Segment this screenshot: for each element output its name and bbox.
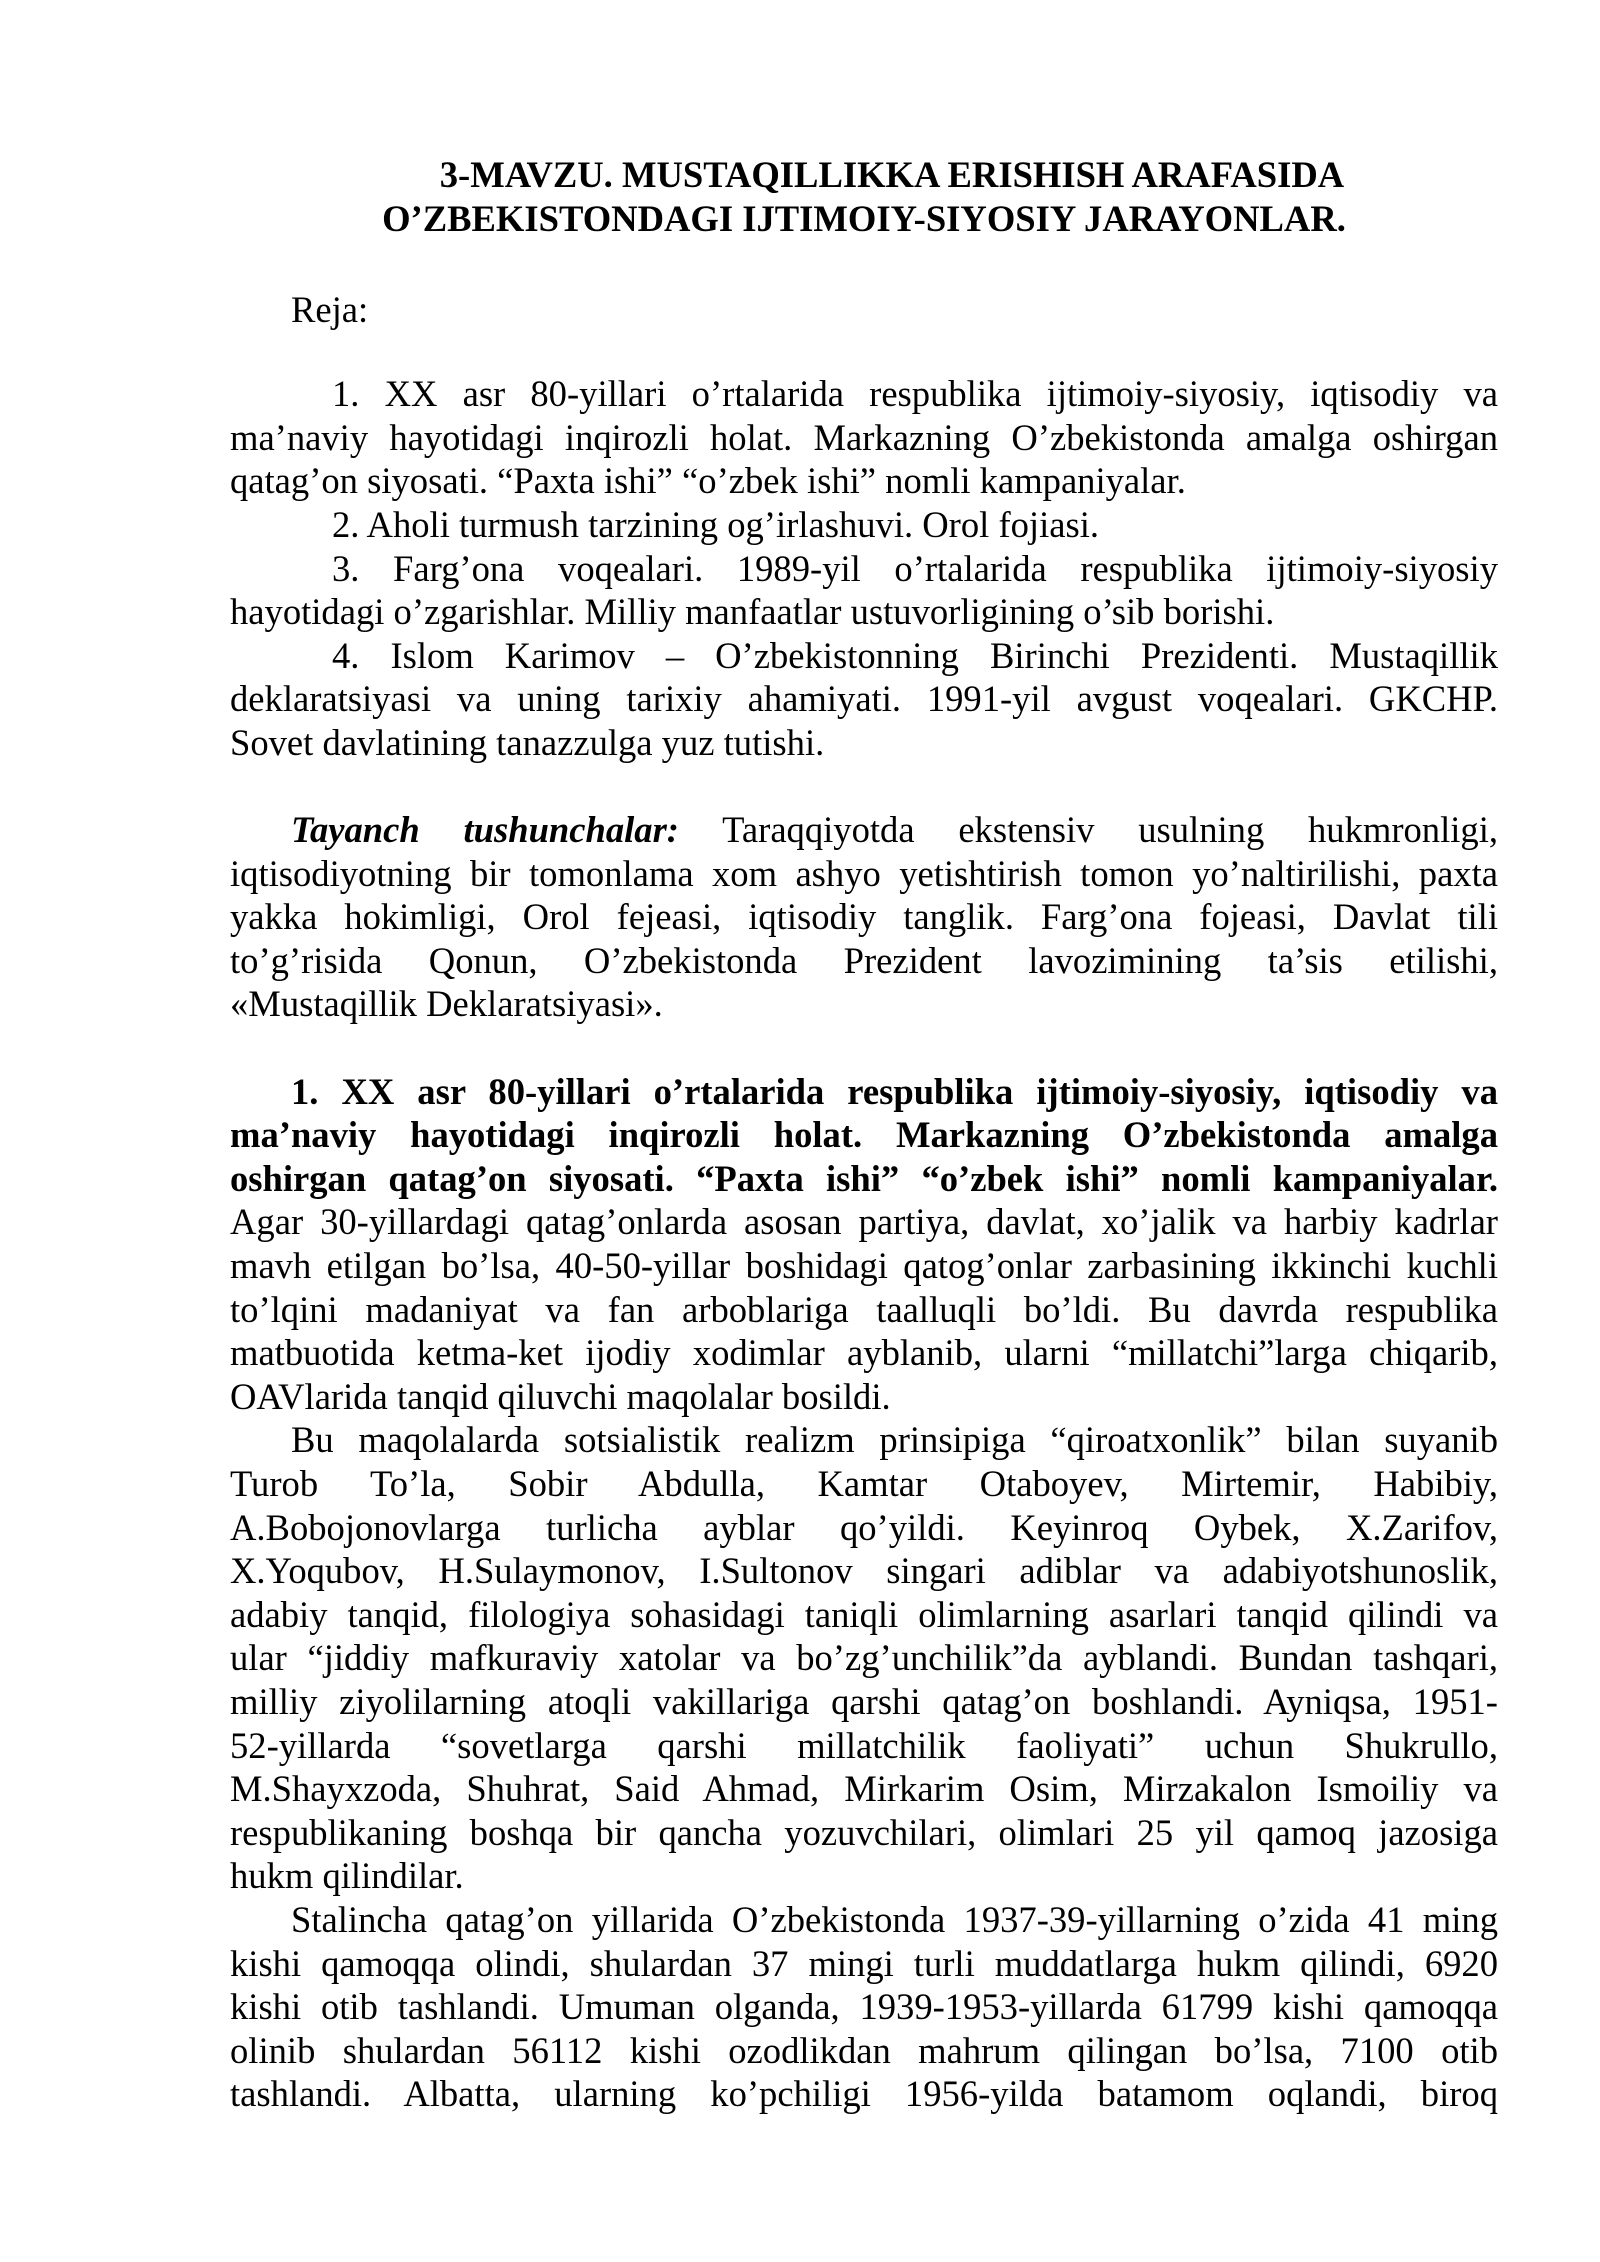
body-paragraph (230, 1898, 1498, 2116)
paragraph-line: respublikaning boshqa bir qancha yozuvchilari, olimlari 25 yil qamoq jazosiga (230, 1811, 1498, 1853)
document-body (230, 153, 1498, 2116)
key-concepts-label: Tayanch tushunchalar: (291, 809, 679, 851)
plan-item-line: ma’naviy hayotidagi inqirozli holat. Markazning O’zbekistonda amalga oshirgan (230, 416, 1498, 458)
plan-item-line: hayotidagi o’zgarishlar. Milliy manfaatlar ustuvorligining o’sib borishi. (230, 591, 1275, 633)
paragraph-line: Agar 30-yillardagi qatag’onlarda asosan partiya, davlat, xo’jalik va harbiy kadrlar (230, 1201, 1498, 1243)
key-concepts-text: Taraqqiyotda ekstensiv usulning hukmronligi, (722, 809, 1498, 851)
plan-item-line: 4. Islom Karimov – O’zbekistonning Birinchi Prezidenti. Mustaqillik (332, 634, 1498, 676)
paragraph-line: Turob To’la, Sobir Abdulla, Kamtar Otaboyev, Mirtemir, Habibiy, (230, 1463, 1498, 1505)
plan-list (230, 372, 1498, 764)
paragraph-line: 52-yillarda “sovetlarga qarshi millatchilik faoliyati” uchun Shukrullo, (230, 1724, 1498, 1766)
plan-item-line: 1. XX asr 80-yillari o’rtalarida respublika ijtimoiy-siyosiy, iqtisodiy va (332, 373, 1498, 415)
paragraph-line: hukm qilindilar. (230, 1855, 464, 1897)
paragraph-line: Bu maqolalarda sotsialistik realizm prinsipiga “qiroatxonlik” bilan suyanib (291, 1419, 1498, 1461)
key-concepts-line: iqtisodiyotning bir tomonlama xom ashyo yetishtirish tomon yo’naltirilishi, paxta (230, 852, 1498, 894)
section-heading-line: ma’naviy hayotidagi inqirozli holat. Markazning O’zbekistonda amalga (230, 1114, 1498, 1156)
key-concepts-line: yakka hokimligi, Orol fejeasi, iqtisodiy tanglik. Farg’ona fojeasi, Davlat tili (230, 896, 1498, 938)
paragraph-line: olinib shulardan 56112 kishi ozodlikdan mahrum qilingan bo’lsa, 7100 otib (230, 2029, 1498, 2071)
paragraph-line: tashlandi. Albatta, ularning ko’pchiligi 1956-yilda batamom oqlandi, biroq (230, 2073, 1498, 2115)
section-heading-line: oshirgan qatag’on siyosati. “Paxta ishi” “o’zbek ishi” nomli kampaniyalar. (230, 1157, 1498, 1199)
paragraph-line: adabiy tanqid, filologiya sohasidagi taniqli olimlarning asarlari tanqid qilindi va (230, 1593, 1498, 1635)
plan-item-line: qatag’on siyosati. “Paxta ishi” “o’zbek ishi” nomli kampaniyalar. (230, 460, 1186, 502)
section-heading (230, 1070, 1498, 1201)
paragraph-line: mavh etilgan bo’lsa, 40-50-yillar boshidagi qatog’onlar zarbasining ikkinchi kuchli (230, 1245, 1498, 1287)
paragraph-line: A.Bobojonovlarga turlicha ayblar qo’yildi. Keyinroq Oybek, X.Zarifov, (230, 1506, 1498, 1548)
paragraph-line: X.Yoqubov, H.Sulaymonov, I.Sultonov singari adiblar va adabiyotshunoslik, (230, 1550, 1498, 1592)
plan-item-line: Sovet davlatining tanazzulga yuz tutishi. (230, 721, 825, 763)
document-title-line: 3-MAVZU. MUSTAQILLIKKA ERISHISH ARAFASIDA (439, 154, 1345, 195)
paragraph-line: OAVlarida tanqid qiluvchi maqolalar bosildi. (230, 1375, 891, 1417)
paragraph-line: ular “jiddiy mafkuraviy xatolar va bo’zg’unchilik”da ayblandi. Bundan tashqari, (230, 1637, 1498, 1679)
paragraph-line: matbuotida ketma-ket ijodiy xodimlar ayblanib, ularni “millatchi”larga chiqarib, (230, 1332, 1498, 1374)
key-concepts-paragraph (230, 808, 1498, 1026)
paragraph-line: milliy ziyolilarning atoqli vakillariga qarshi qatag’on boshlandi. Ayniqsa, 1951- (230, 1680, 1498, 1722)
plan-item-line: 3. Farg’ona voqealari. 1989-yil o’rtalarida respublika ijtimoiy-siyosiy (332, 547, 1498, 589)
key-concepts-line: to’g’risida Qonun, O’zbekistonda Prezident lavozimining ta’sis etilishi, (230, 939, 1498, 981)
section-heading-line: 1. XX asr 80-yillari o’rtalarida respublika ijtimoiy-siyosiy, iqtisodiy va (291, 1070, 1498, 1112)
key-concepts-line (230, 808, 1498, 852)
paragraph-line: kishi otib tashlandi. Umuman olganda, 1939-1953-yillarda 61799 kishi qamoqqa (230, 1986, 1498, 2028)
plan-item-line: deklaratsiyasi va uning tarixiy ahamiyati. 1991-yil avgust voqealari. GKCHP. (230, 678, 1498, 720)
paragraph-line: to’lqini madaniyat va fan arboblariga taalluqli bo’ldi. Bu davrda respublika (230, 1288, 1498, 1330)
plan-item-line: 2. Aholi turmush tarzining og’irlashuvi. Orol fojiasi. (332, 503, 1100, 545)
paragraph-line: Stalincha qatag’on yillarida O’zbekistonda 1937-39-yillarning o’zida 41 ming (291, 1898, 1498, 1940)
paragraph-line: kishi qamoqqa olindi, shulardan 37 mingi turli muddatlarga hukm qilindi, 6920 (230, 1942, 1498, 1984)
key-concepts-line: «Mustaqillik Deklaratsiyasi». (230, 983, 663, 1025)
document-title-line: O’ZBEKISTONDAGI IJTIMOIY-SIYOSIY JARAYONLAR. (382, 197, 1346, 239)
body-paragraph (230, 1418, 1498, 1898)
paragraph-line: M.Shayxzoda, Shuhrat, Said Ahmad, Mirkarim Osim, Mirzakalon Ismoiliy va (230, 1768, 1498, 1810)
plan-label: Reja: (291, 289, 369, 331)
body-paragraph (230, 1200, 1498, 1418)
